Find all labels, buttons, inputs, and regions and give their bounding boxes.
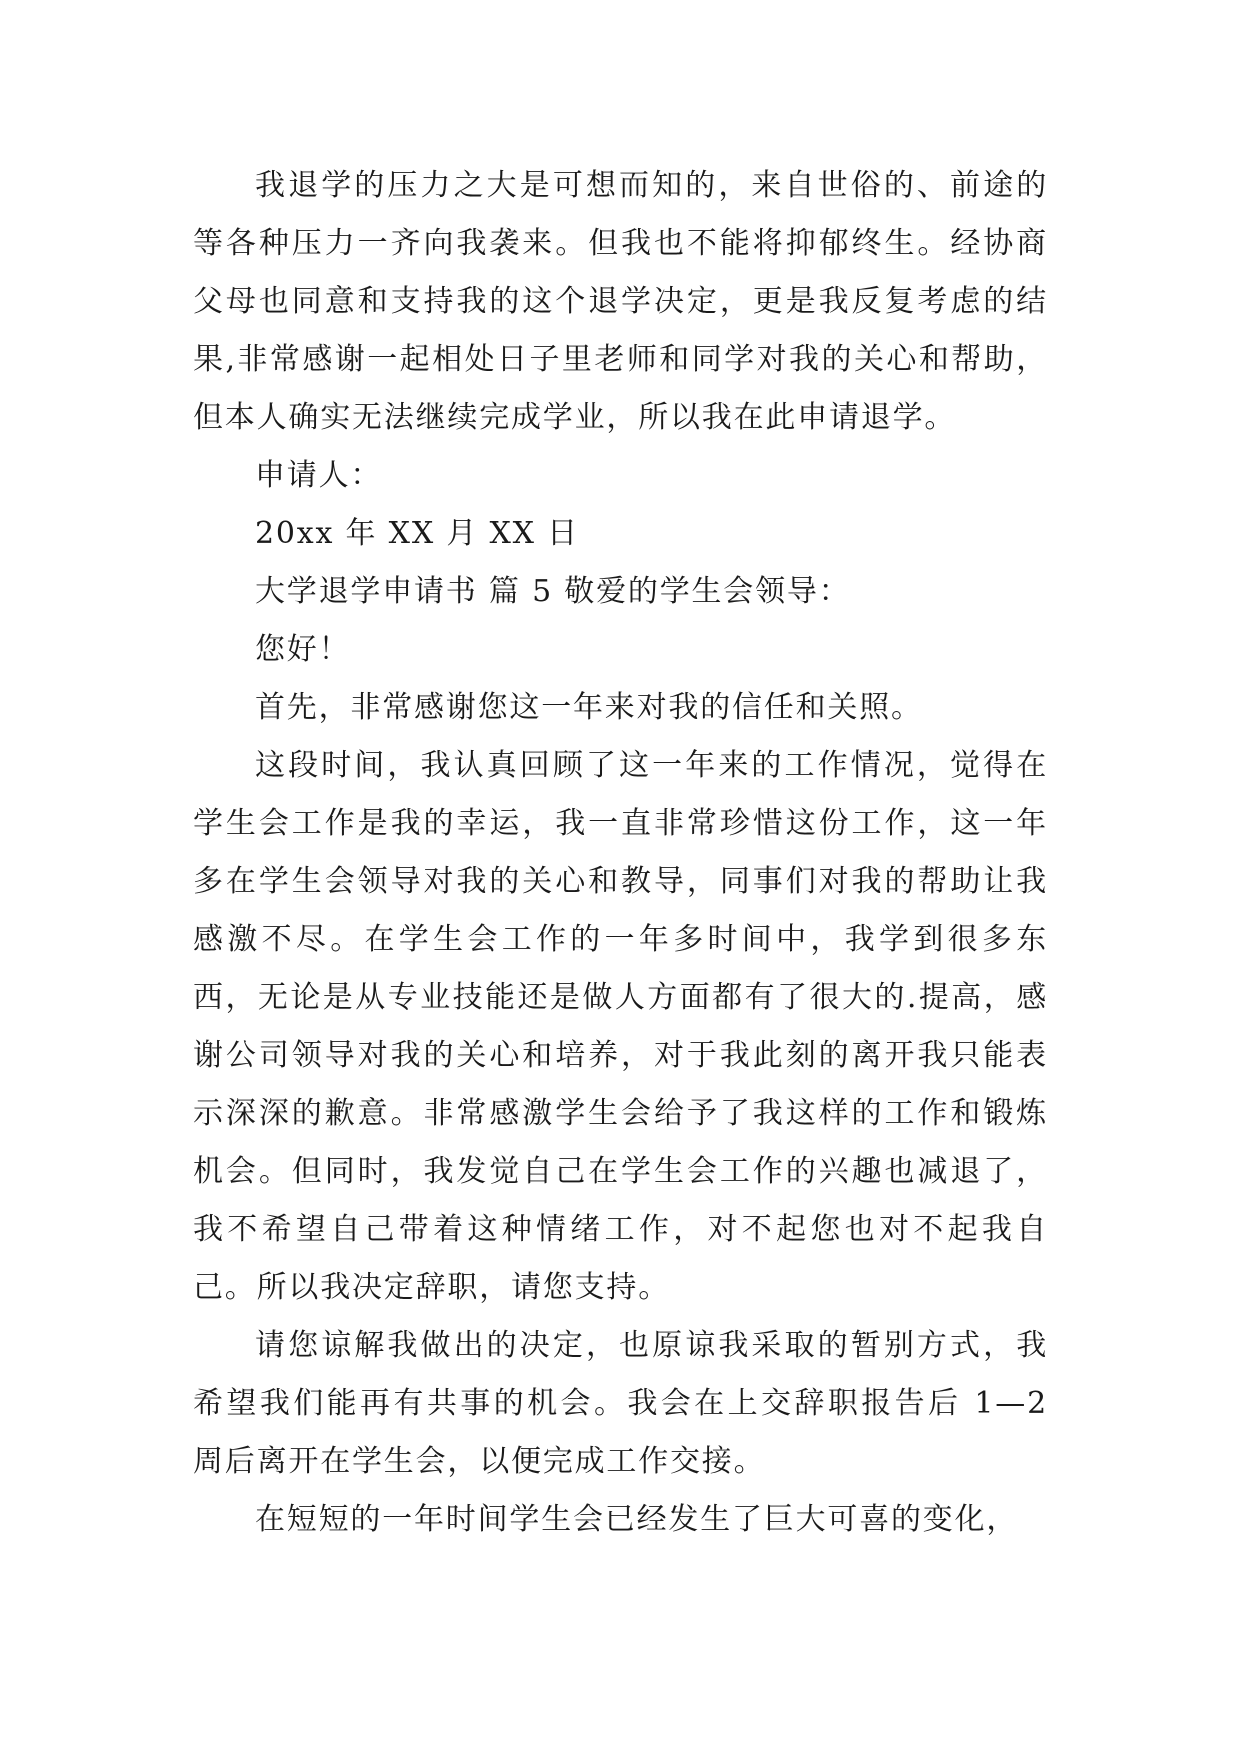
- paragraph-thanks: 首先，非常感谢您这一年来对我的信任和关照。: [255, 690, 923, 725]
- paragraph-work-review: 这段时间，我认真回顾了这一年来的工作情况，觉得在学生会工作是我的幸运，我一直非常珍惜这份工作，这一年多在学生会领导对我的关心和教导，同事们对我的帮助让我感激不尽。在学生会工作的一年多时间中，我学到很多东西，无论是从专业技能还是做人方面都有了很大的.提高，感谢公司领导对我的关心和培养，对于我此刻的离开我只能表示深深的歉意。非常感激学生会给予了我这样的工作和锻炼机会。但同时，我发觉自己在学生会工作的兴趣也减退了，我不希望自己带着这种情绪工作，对不起您也对不起我自己。所以我决定辞职，请您支持。: [193, 748, 1048, 1305]
- paragraph-section-heading: 大学退学申请书 篇 5 敬爱的学生会领导：: [255, 574, 851, 609]
- paragraph-date: 20xx 年 XX 月 XX 日: [255, 516, 579, 551]
- document-page: [193, 157, 1048, 1549]
- paragraph-greeting: 您好！: [255, 632, 351, 667]
- paragraph-changes: 在短短的一年时间学生会已经发生了巨大可喜的变化，: [255, 1502, 1019, 1537]
- paragraph-applicant: 申请人：: [255, 458, 383, 493]
- paragraph-understanding: 请您谅解我做出的决定，也原谅我采取的暂别方式，我希望我们能再有共事的机会。我会在上交辞职报告后 1—2 周后离开在学生会，以便完成工作交接。: [193, 1328, 1048, 1479]
- paragraph-withdrawal-reason: 我退学的压力之大是可想而知的，来自世俗的、前途的等各种压力一齐向我袭来。但我也不能将抑郁终生。经协商父母也同意和支持我的这个退学决定，更是我反复考虑的结果,非常感谢一起相处日子里老师和同学对我的关心和帮助，但本人确实无法继续完成学业，所以我在此申请退学。: [193, 168, 1048, 435]
